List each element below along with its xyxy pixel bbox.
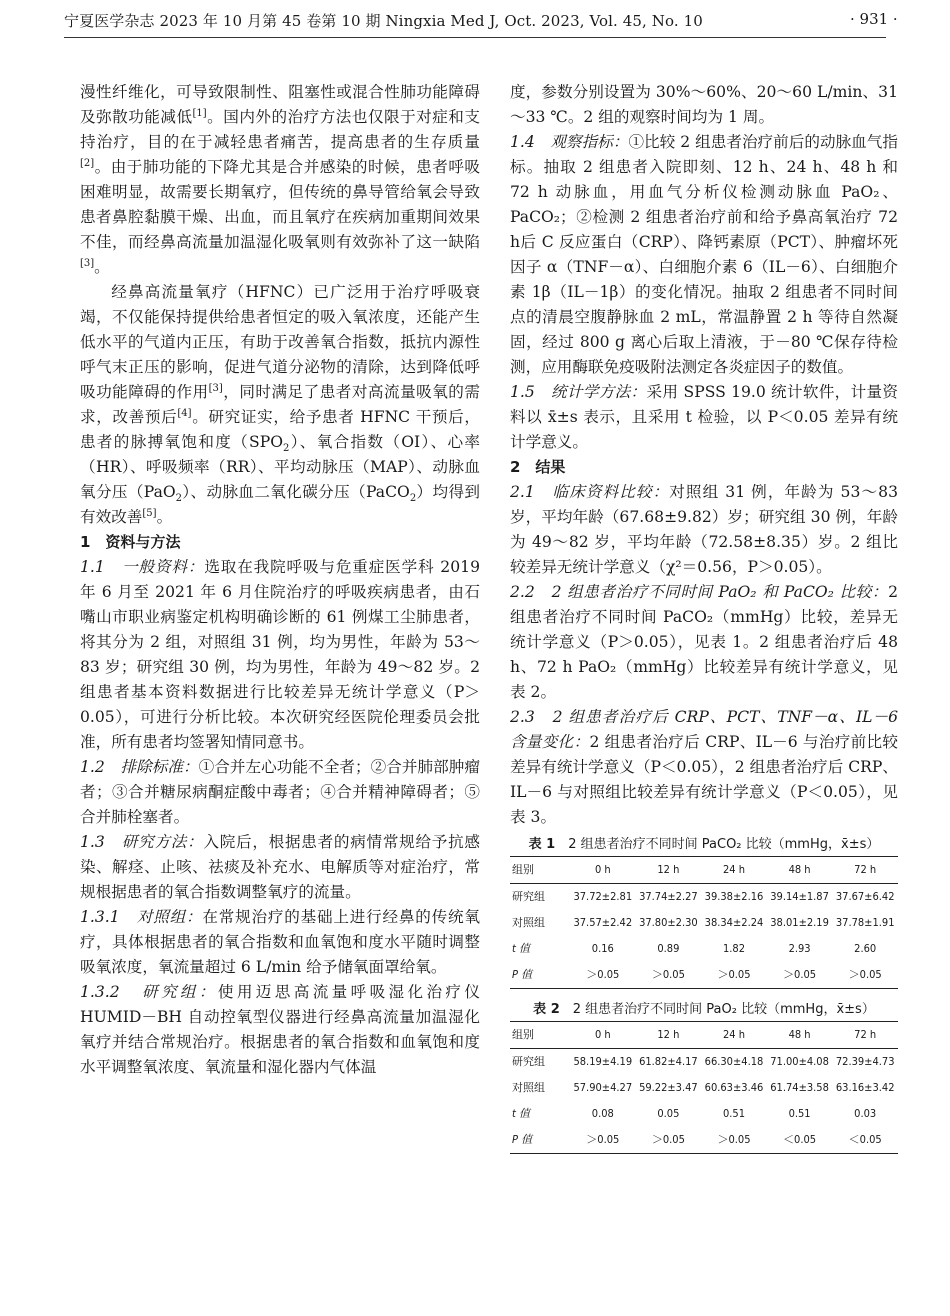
subscript: 2 (175, 493, 183, 505)
table-header-cell: 48 h (788, 863, 811, 876)
table-cell: ＜0.05 (783, 1133, 817, 1146)
table-cell: ＞0.05 (783, 968, 817, 981)
table-header-cell: 48 h (788, 1028, 811, 1041)
subsection-title: 1.4 观察指标： (510, 133, 629, 151)
table-cell: 39.14±1.87 (770, 890, 829, 903)
table-row (510, 1049, 898, 1076)
table-1-caption (510, 834, 898, 856)
table-cell: 37.78±1.91 (835, 916, 895, 929)
table-cell: 61.82±4.17 (639, 1055, 698, 1068)
subsection-title: 1.3.2 研究组： (80, 983, 218, 1001)
table-cell: ＞0.05 (651, 968, 685, 981)
table-cell: 37.80±2.30 (639, 916, 698, 929)
table-cell: P 值 (512, 1133, 533, 1146)
table-row (510, 936, 898, 962)
right-column (510, 80, 898, 1164)
table-1 (510, 834, 898, 989)
table-cell: ＞0.05 (717, 1133, 751, 1146)
subsection-title: 2.1 临床资料比较： (510, 483, 670, 501)
citation-ref: [3] (80, 257, 95, 269)
table-cell: 37.67±6.42 (835, 890, 895, 903)
section-1-3: 1.3 研究方法：入院后，根据患者的病情常规给予抗感染、解痉、止咳、祛痰及补充水、电解质等对症治疗，常规根据患者的氧合指数调整氧疗的流量。 (80, 833, 480, 901)
section-2-3: 2.3 2 组患者治疗后 CRP、PCT、TNF－α、IL－6 含量变化：2 组患者治疗后 CRP、IL－6 与治疗前比较差异有统计学意义（P＜0.05），2 组患者治疗后 CRP、IL－6 与对照组比较差异有统计学意义（P＜0.05），见表 3。 (510, 708, 898, 826)
table-header-cell: 24 h (722, 863, 745, 876)
table-cell: 63.16±3.42 (835, 1081, 895, 1094)
citation-ref: [1] (192, 107, 207, 119)
methods-continued: 度，参数分别设置为 30%～60%、20～60 L/min、31～33 ℃。2 组的观察时间均为 1 周。 (510, 83, 898, 126)
left-column (80, 80, 480, 1080)
subscript: 2 (409, 493, 417, 505)
table-2-caption (510, 999, 898, 1021)
table-cell: 58.19±4.19 (573, 1055, 633, 1068)
table-cell: 59.22±3.47 (639, 1081, 698, 1094)
table-cell: 60.63±3.46 (704, 1081, 764, 1094)
table-cell: ＜0.05 (848, 1133, 882, 1146)
header-rule (64, 37, 886, 38)
table-cell: 研究组 (512, 1055, 545, 1068)
table-cell: 0.05 (657, 1107, 680, 1120)
table-label: 表 1 (528, 837, 556, 852)
section-1-5: 1.5 统计学方法：采用 SPSS 19.0 统计软件，计量资料以 x̄±s 表示，且采用 t 检验，以 P＜0.05 差异有统计学意义。 (510, 383, 898, 451)
table-cell: 0.16 (591, 942, 614, 955)
subsection-title: 1.5 统计学方法： (510, 383, 647, 401)
section-2-1: 2.1 临床资料比较：对照组 31 例，年龄为 53～83 岁，平均年龄（67.68±9.82）岁；研究组 30 例，年龄为 49～82 岁，平均年龄（72.58±8.35）岁。2 组比较差异无统计学意义（χ²＝0.56，P＞0.05）。 (510, 483, 898, 576)
table-cell: t 值 (512, 1107, 531, 1120)
table-cell: 0.51 (788, 1107, 811, 1120)
table-cell: 57.90±4.27 (573, 1081, 633, 1094)
table-label: 表 2 (533, 1002, 560, 1017)
citation-ref: [2] (80, 157, 95, 169)
table-cell: ＞0.05 (586, 968, 620, 981)
table-row (510, 1127, 898, 1154)
table-cell: 38.34±2.24 (704, 916, 764, 929)
table-cell: 39.38±2.16 (704, 890, 764, 903)
section-1-2: 1.2 排除标准：①合并左心功能不全者；②合并肺部肿瘤者；③合并糖尿病酮症酸中毒者；④合并精神障碍者；⑤合并肺栓塞者。 (80, 758, 480, 826)
table-header-cell: 12 h (657, 1028, 680, 1041)
table-cell: 61.74±3.58 (770, 1081, 829, 1094)
table-cell: 对照组 (512, 1081, 545, 1094)
table-row (510, 1075, 898, 1101)
table-cell: 66.30±4.18 (704, 1055, 764, 1068)
table-cell: 72.39±4.73 (835, 1055, 895, 1068)
table-cell: 37.57±2.42 (573, 916, 633, 929)
section-heading-methods: 1 资料与方法 (80, 533, 181, 551)
table-header-cell: 0 h (594, 1028, 611, 1041)
table-cell: 0.89 (657, 942, 680, 955)
section-2-2: 2.2 2 组患者治疗不同时间 PaO₂ 和 PaCO₂ 比较：2 组患者治疗不同时间 PaCO₂（mmHg）比较，差异无统计学意义（P＞0.05），见表 1。2 组患者治疗后 48 h、72 h PaO₂（mmHg）比较差异有统计学意义，见表 2。 (510, 583, 898, 701)
table-header-cell: 0 h (594, 863, 611, 876)
citation-ref: [4] (177, 407, 192, 419)
subsection-title: 1.1 一般资料： (80, 558, 205, 576)
table-cell: ＞0.05 (651, 1133, 685, 1146)
subsection-title: 2.2 2 组患者治疗不同时间 PaO₂ 和 PaCO₂ 比较： (510, 583, 889, 601)
page-header (0, 0, 950, 62)
table-cell: 38.01±2.19 (770, 916, 829, 929)
table-header-cell: 72 h (854, 863, 877, 876)
subsection-title: 2.3 2 组患者治疗后 CRP、PCT、TNF－α、IL－6 含量变化： (510, 708, 898, 751)
section-1-4: 1.4 观察指标：①比较 2 组患者治疗前后的动脉血气指标。抽取 2 组患者入院即刻、12 h、24 h、48 h 和 72 h 动脉血，用血气分析仪检测动脉血 PaO₂、PaCO₂；②检测 2 组患者治疗前和给予鼻高氧治疗 72 h后 C 反应蛋白（CRP）、降钙素原（PCT）、肿瘤坏死因子 α（TNF－α）、白细胞介素 6（IL－6）、白细胞介素 1β（IL－1β）的变化情况。抽取 2 组患者不同时间点的清晨空腹静脉血 2 mL，常温静置 2 h 等待自然凝固，经过 800 g 离心后取上清液，于－80 ℃保存待检测，应用酶联免疫吸附法测定各炎症因子的数值。 (510, 133, 898, 376)
table-title: 2 组患者治疗不同时间 PaO₂ 比较（mmHg，x̄±s） (572, 1002, 875, 1017)
table-cell: 研究组 (512, 890, 545, 903)
subsection-title: 1.3.1 对照组： (80, 908, 203, 926)
table-cell: P 值 (512, 968, 533, 981)
table-header-row (510, 1022, 898, 1049)
table-header-row (510, 857, 898, 884)
citation-ref: [3] (208, 382, 223, 394)
table-row (510, 884, 898, 911)
table-2-grid (510, 1021, 898, 1154)
table-cell: 1.82 (722, 942, 745, 955)
table-cell: 0.03 (854, 1107, 877, 1120)
table-cell: ＞0.05 (586, 1133, 620, 1146)
table-row (510, 1101, 898, 1127)
table-cell: ＞0.05 (717, 968, 751, 981)
intro-paragraph-2: 经鼻高流量氧疗（HFNC）已广泛用于治疗呼吸衰竭，不仅能保持提供给患者恒定的吸入氧浓度，还能产生低水平的气道内正压，有助于改善氧合指数，抵抗内源性呼气末正压的影响，促进气道分泌物的清除，达到降低呼吸功能障碍的作用[3]，同时满足了患者对高流量吸氧的需求，改善预后[4]。研究证实，给予患者 HFNC 干预后，患者的脉搏氧饱和度$(SPO_2)$、氧合指数（OI）、心率（HR）、呼吸频率（RR）、平均动脉压（MAP）、动脉血氧分压（PaO$_2$）、动脉血二氧化碳分压（PaCO$_2$）均得到有效改善[5]。 (80, 283, 480, 526)
table-row (510, 910, 898, 936)
table-cell: 37.74±2.27 (639, 890, 698, 903)
table-header-cell: 72 h (854, 1028, 877, 1041)
table-header-cell: 12 h (657, 863, 680, 876)
table-cell: 71.00±4.08 (770, 1055, 829, 1068)
section-1-3-1: 1.3.1 对照组：在常规治疗的基础上进行经鼻的传统氧疗，具体根据患者的氧合指数和血氧饱和度水平随时调整吸氧浓度，氧流量超过 6 L/min 给予储氧面罩给氧。 (80, 908, 480, 976)
table-header-cell: 组别 (512, 863, 534, 876)
citation-ref: [5] (142, 507, 157, 519)
table-header-cell: 24 h (722, 1028, 745, 1041)
intro-paragraph-1: 漫性纤维化，可导致限制性、阻塞性或混合性肺功能障碍及弥散功能减低[1]。国内外的治疗方法也仅限于对症和支持治疗，目的在于减轻患者痛苦，提高患者的生存质量[2]。由于肺功能的下降尤其是合并感染的时候，患者呼吸困难明显，故需要长期氧疗，但传统的鼻导管给氧会导致患者鼻腔黏膜干燥、出血，而且氧疗在疾病加重期间效果不佳，而经鼻高流量加温湿化吸氧则有效弥补了这一缺陷[3]。 (80, 83, 480, 276)
table-cell: 37.72±2.81 (573, 890, 633, 903)
table-cell: 0.51 (722, 1107, 745, 1120)
table-cell: 2.93 (788, 942, 811, 955)
table-2 (510, 999, 898, 1154)
section-heading-results: 2 结果 (510, 458, 566, 476)
table-cell: 0.08 (591, 1107, 614, 1120)
section-1-1: 1.1 一般资料：选取在我院呼吸与危重症医学科 2019 年 6 月至 2021 年 6 月住院治疗的呼吸疾病患者，由石嘴山市职业病鉴定机构明确诊断的 61 例煤工尘肺患者，将其分为 2 组，对照组 31 例，均为男性，年龄为 53～83 岁；研究组 30 例，均为男性，年龄为 49～82 岁。2 组患者基本资料数据进行比较差异无统计学意义（P＞0.05），可进行分析比较。本次研究经医院伦理委员会批准，所有患者均签署知情同意书。 (80, 558, 480, 751)
journal-citation: 宁夏医学杂志 2023 年 10 月第 45 卷第 10 期 Ningxia Med J, Oct. 2023, Vol. 45, No. 10 (64, 12, 703, 30)
table-title: 2 组患者治疗不同时间 PaCO₂ 比较（mmHg，x̄±s） (568, 837, 880, 852)
table-cell: ＞0.05 (848, 968, 882, 981)
subsection-title: 1.2 排除标准： (80, 758, 199, 776)
section-1-3-2: 1.3.2 研究组：使用迈思高流量呼吸湿化治疗仪 HUMID－BH 自动控氧型仪器进行经鼻高流量加温湿化氧疗并结合常规治疗。根据患者的氧合指数和血氧饱和度水平调整氧浓度、氧流量和湿化器内气体温 (80, 983, 480, 1076)
table-row (510, 962, 898, 989)
subscript: 2 (283, 443, 290, 455)
table-cell: 对照组 (512, 916, 545, 929)
table-cell: 2.60 (854, 942, 877, 955)
table-cell: t 值 (512, 942, 531, 955)
subsection-title: 1.3 研究方法： (80, 833, 204, 851)
page-number: · 931 · (850, 10, 898, 28)
table-1-grid (510, 856, 898, 989)
table-header-cell: 组别 (512, 1028, 534, 1041)
